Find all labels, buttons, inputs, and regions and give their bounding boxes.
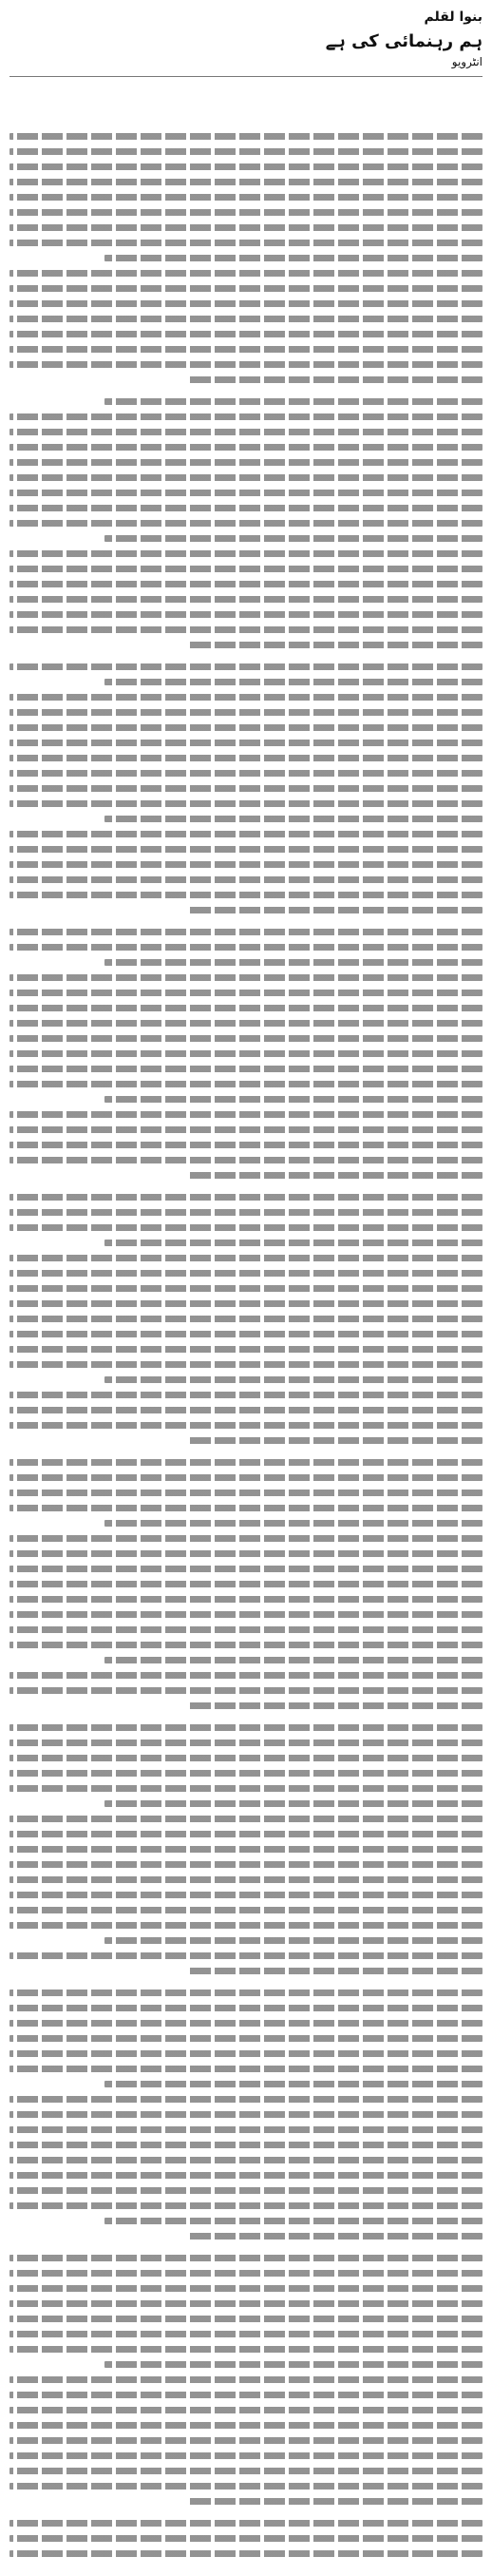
article-text-line (9, 2437, 483, 2444)
article-text-line (9, 1392, 483, 1398)
article-text-line (9, 1740, 483, 1746)
article-text-line (9, 550, 483, 557)
article-text-line (9, 459, 483, 466)
article-text-line (189, 642, 483, 648)
article-body (9, 133, 483, 2565)
article-text-line (9, 724, 483, 731)
byline: انٹرویو (451, 55, 483, 69)
article-text-line (9, 1020, 483, 1027)
article-text-line (9, 2550, 483, 2557)
article-text-line (9, 2111, 483, 2118)
article-text-line (104, 816, 483, 822)
article-text-line (9, 1626, 483, 1633)
article-text-line (9, 846, 483, 853)
article-text-line (9, 1194, 483, 1201)
article-text-line (189, 2233, 483, 2240)
article-text-line (9, 1505, 483, 1511)
article-text-line (9, 148, 483, 155)
article-text-line (9, 1892, 483, 1898)
article-text-line (9, 1770, 483, 1777)
article-text-line (9, 1846, 483, 1853)
article-text-line (9, 2005, 483, 2011)
article-text-line (9, 2316, 483, 2322)
article-text-line (9, 2520, 483, 2527)
article-text-line (9, 1816, 483, 1822)
article-text-line (9, 770, 483, 777)
divider (9, 76, 483, 77)
article-text-line (9, 596, 483, 603)
article-text-line (9, 755, 483, 761)
article-text-line (9, 2172, 483, 2179)
article-text-line (9, 1861, 483, 1868)
article-text-line (9, 1922, 483, 1929)
article-text-line (9, 2331, 483, 2337)
article-text-line (9, 800, 483, 807)
article-text-line (104, 1096, 483, 1103)
article-text-line (9, 740, 483, 746)
article-text-line (9, 1126, 483, 1133)
article-text-line (9, 2285, 483, 2292)
headline: ہم رہنمائی کی ہے (325, 31, 483, 51)
article-text-line (9, 474, 483, 481)
article-text-line (9, 240, 483, 246)
article-text-line (9, 861, 483, 868)
article-text-line (9, 2346, 483, 2353)
article-text-line (9, 179, 483, 185)
article-text-line (9, 1255, 483, 1261)
article-text-line (9, 1005, 483, 1011)
article-text-line (9, 1596, 483, 1603)
article-text-line (9, 444, 483, 451)
article-text-line (9, 1050, 483, 1057)
article-text-line (9, 224, 483, 231)
article-text-line (104, 1800, 483, 1807)
article-text-line (104, 1657, 483, 1663)
article-text-line (9, 1907, 483, 1913)
article-text-line (104, 1520, 483, 1527)
article-text-line (9, 1687, 483, 1694)
article-text-line (9, 300, 483, 307)
article-text-line (9, 1831, 483, 1837)
article-text-line (9, 1270, 483, 1277)
article-text-line (9, 876, 483, 883)
article-text-line (9, 1066, 483, 1072)
article-text-line (9, 1111, 483, 1118)
article-text-line (104, 2218, 483, 2224)
article-text-line (9, 2392, 483, 2398)
article-text-line (9, 1490, 483, 1496)
article-text-line (9, 1876, 483, 1883)
article-text-line (9, 429, 483, 435)
article-text-line (9, 133, 483, 140)
article-text-line (9, 929, 483, 935)
article-text-line (9, 1209, 483, 1216)
article-text-line (9, 611, 483, 618)
article-text-line (189, 376, 483, 383)
article-text-line (9, 892, 483, 898)
column-title: بنوا لقلم (424, 10, 483, 25)
article-text-line (9, 2066, 483, 2072)
article-text-line (189, 1968, 483, 1974)
article-text-line (189, 1437, 483, 1444)
article-text-line (9, 2422, 483, 2429)
article-text-line (9, 1581, 483, 1587)
article-text-line (9, 2035, 483, 2042)
article-text-line (9, 2187, 483, 2194)
article-text-line (9, 2142, 483, 2148)
article-text-line (189, 2498, 483, 2505)
article-text-line (9, 1035, 483, 1042)
article-text-line (9, 2407, 483, 2413)
article-text-line (9, 1550, 483, 1557)
article-text-line (9, 974, 483, 981)
article-text-line (9, 1346, 483, 1353)
article-text-line (104, 679, 483, 685)
article-text-line (9, 316, 483, 322)
article-text-line (9, 2468, 483, 2474)
article-text-line (9, 581, 483, 587)
article-text-line (9, 2202, 483, 2209)
article-text-line (9, 163, 483, 170)
article-text-line (9, 2050, 483, 2057)
article-text-line (104, 1937, 483, 1944)
article-text-line (104, 1240, 483, 1246)
article-text-line (9, 1157, 483, 1163)
article-text-line (104, 535, 483, 542)
article-text-line (9, 1611, 483, 1618)
article-text-line (9, 331, 483, 337)
article-text-line (9, 490, 483, 496)
article-text-line (9, 2255, 483, 2261)
article-text-line (9, 1566, 483, 1572)
article-text-line (9, 520, 483, 527)
article-text-line (104, 2361, 483, 2368)
article-text-line (9, 1474, 483, 1481)
article-text-line (9, 209, 483, 216)
article-text-line (9, 2157, 483, 2163)
article-text-line (9, 505, 483, 511)
article-text-line (9, 1785, 483, 1792)
article-text-line (9, 361, 483, 368)
article-text-line (9, 1422, 483, 1429)
article-text-line (9, 1300, 483, 1307)
article-text-line (9, 709, 483, 716)
article-text-line (9, 1724, 483, 1731)
article-text-line (189, 907, 483, 913)
article-text-line (9, 785, 483, 792)
article-text-line (9, 626, 483, 633)
article-text-line (104, 2081, 483, 2087)
article-text-line (9, 1316, 483, 1322)
article-text-line (104, 959, 483, 966)
article-text-line (9, 346, 483, 353)
article-text-line (9, 1142, 483, 1148)
article-text-line (9, 2535, 483, 2542)
article-text-line (9, 1407, 483, 1413)
article-text-line (9, 1952, 483, 1959)
article-text-line (9, 944, 483, 951)
article-text-line (104, 1376, 483, 1383)
article-text-line (9, 2096, 483, 2103)
article-text-line (9, 1672, 483, 1679)
article-text-line (9, 285, 483, 292)
article-text-line (9, 2376, 483, 2383)
article-text-line (104, 255, 483, 261)
article-text-line (9, 2483, 483, 2489)
article-text-line (9, 1224, 483, 1231)
article-text-line (9, 2300, 483, 2307)
article-text-line (104, 398, 483, 405)
article-text-line (9, 1990, 483, 1996)
article-text-line (9, 1081, 483, 1087)
article-text-line (9, 990, 483, 996)
article-text-line (9, 194, 483, 201)
article-text-line (9, 2452, 483, 2459)
article-text-line (9, 831, 483, 837)
article-text-line (9, 1642, 483, 1648)
article-text-line (9, 270, 483, 277)
article-text-line (9, 2270, 483, 2277)
article-text-line (9, 1459, 483, 1466)
article-text-line (189, 1702, 483, 1709)
article-text-line (9, 2126, 483, 2133)
article-text-line (9, 413, 483, 420)
article-text-line (9, 2020, 483, 2027)
article-text-line (9, 694, 483, 701)
article-text-line (9, 663, 483, 670)
article-text-line (189, 1172, 483, 1179)
article-text-line (9, 566, 483, 572)
article-text-line (9, 1361, 483, 1368)
article-text-line (9, 1535, 483, 1542)
article-text-line (9, 1755, 483, 1761)
article-text-line (9, 1331, 483, 1337)
article-text-line (9, 1285, 483, 1292)
